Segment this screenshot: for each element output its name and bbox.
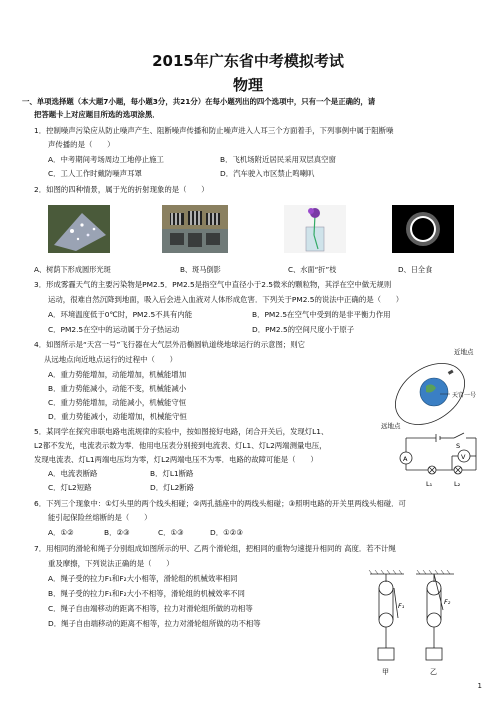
orbit-label-bottom: 远地点 [381, 422, 401, 430]
q1-stem-2: 声传播的是（ ） [48, 140, 115, 149]
q6-stem-1: 6．下列三个现象中：①灯头里的两个线头相碰；②两孔插座中的两线头相碰；③照明电路的开关里两线头相碰．可 [34, 499, 406, 508]
q7-stem-1: 7．用相同的滑轮和绳子分别组成如图所示的甲、乙两个滑轮组，把相同的重物匀速提升相同的 高度．若不计绳 [34, 544, 396, 553]
q7-stem-2: 重及摩擦，下列说法正确的是（ ） [48, 559, 174, 568]
q6-stem-2: 能引起保险丝熔断的是（ ） [48, 513, 152, 522]
q4-option-b: B．重力势能减小，动能不变，机械能减小 [48, 384, 187, 393]
circuit-label-voltmeter: V [461, 453, 466, 461]
q6-option-d: D．①②③ [210, 528, 243, 537]
q3-stem-1: 3．形成雾霾天气的主要污染物是PM2.5．PM2.5是指空气中直径小于2.5微米的颗粒物，其浮在空中做无规则 [34, 280, 392, 289]
q2-caption-a: A、树荫下形成圆形光斑 [34, 265, 111, 274]
q1-option-c: C．工人工作时戴防噪声耳罩 [48, 169, 142, 178]
photo-zebra-reflection [162, 205, 228, 253]
q4-option-a: A．重力势能增加，动能增加，机械能增加 [48, 370, 187, 379]
photo-tree-shadow [48, 205, 110, 253]
pulley-label-f1: F₁ [398, 602, 405, 610]
pulley-label-yi: 乙 [430, 668, 437, 676]
subject-title: 物理 [232, 76, 263, 94]
q5-stem-3: 发现电流表、灯L1两端电压均为零，灯L2两端电压不为零．电路的故障可能是（ ） [34, 455, 318, 464]
q2-caption-c: C、水面“折”枝 [288, 265, 337, 274]
circuit-label-ammeter: A [403, 455, 408, 463]
q5-stem-1: 5．某同学在探究串联电路电流规律的实验中，按如图接好电路，闭合开关后，发现灯L1、 [34, 427, 329, 436]
q4-stem-1: 4．如图所示是“天宫一号”飞行器在大气层外沿椭圆轨道绕地球运行的示意图；则它 [34, 340, 306, 349]
orbit-label-top: 近地点 [454, 348, 474, 356]
q1-option-d: D．汽车驶入市区禁止鸣喇叭 [220, 169, 315, 178]
q1-option-b: B．飞机场附近居民采用双层真空窗 [220, 155, 336, 164]
q4-stem-2: 从远地点向近地点运行的过程中（ ） [44, 355, 178, 364]
q5-option-c: C．灯L2短路 [48, 483, 92, 492]
exam-title: 2015年广东省中考模拟考试 [152, 52, 344, 70]
q3-option-d: D．PM2.5的空间尺度小于原子 [252, 325, 355, 334]
circuit-label-switch: S [456, 442, 461, 450]
pulley-label-jia: 甲 [382, 668, 389, 676]
q1-option-a: A．中考期间考场周边工地停止施工 [48, 155, 164, 164]
q7-option-c: C．绳子自由端移动的距离不相等，拉力对滑轮组所做的功相等 [48, 604, 253, 613]
q5-option-a: A．电流表断路 [48, 469, 98, 478]
q6-option-b: B．②③ [104, 528, 130, 537]
q2-caption-d: D、日全食 [398, 265, 433, 274]
q6-option-c: C．①③ [158, 528, 184, 537]
orbit-label-craft: 天宫一号 [452, 392, 477, 399]
q4-option-c: C．重力势能增加，动能减小，机械能守恒 [48, 398, 187, 407]
q7-option-a: A．绳子受的拉力F₁和F₂大小相等，滑轮组的机械效率相同 [48, 574, 238, 583]
section1-heading: 一、单项选择题（本大题7小题，每小题3分，共21分）在每小题列出的四个选项中，只有一个是正确的，请 [22, 97, 376, 106]
section1-heading-cont: 把答题卡上对应题目所选的选项涂黑． [34, 110, 160, 119]
q3-option-c: C．PM2.5在空中的运动属于分子热运动 [48, 325, 180, 334]
q5-option-b: B．灯L1断路 [150, 469, 194, 478]
circuit-label-l2: L₂ [454, 480, 461, 488]
page-number: 1 [477, 682, 482, 690]
q1-stem-1: 1．控制噪声污染应从防止噪声产生、阻断噪声传播和防止噪声进入人耳三个方面着手，下列事例中属于阻断噪 [34, 126, 394, 135]
q3-option-a: A．环境温度低于0℃时，PM2.5不具有内能 [48, 310, 193, 319]
q3-option-b: B．PM2.5在空气中受到的是非平衡力作用 [252, 310, 391, 319]
q5-option-d: D．灯L2断路 [150, 483, 195, 492]
orbit-diagram [378, 344, 482, 434]
q7-option-d: D．绳子自由端移动的距离不相等，拉力对滑轮组所做的功不相等 [48, 619, 261, 628]
pulley-diagram [364, 570, 460, 678]
q2-stem: 2．如图的四种情景，属于光的折射现象的是（ ） [34, 185, 209, 194]
pulley-label-f2: F₂ [444, 598, 451, 606]
photo-solar-eclipse [392, 205, 454, 253]
q4-option-d: D．重力势能减小，动能增加，机械能守恒 [48, 412, 187, 421]
q3-stem-2: 运动，很难自然沉降到地面，吸入后会进入血液对人体形成危害．下列关于PM2.5的说法中正确的是（ ） [48, 295, 404, 304]
q7-option-b: B．绳子受的拉力F₁和F₂大小不相等，滑轮组的机械效率不同 [48, 589, 245, 598]
photo-bent-stem [284, 205, 346, 253]
circuit-diagram [396, 430, 484, 492]
q5-stem-2: L2都不发光，电流表示数为零．他用电压表分别接到电流表、灯L1、灯L2两端测量电压， [34, 441, 327, 450]
q2-caption-b: B、斑马倒影 [180, 265, 221, 274]
circuit-label-l1: L₁ [426, 480, 433, 488]
q6-option-a: A．①② [48, 528, 74, 537]
